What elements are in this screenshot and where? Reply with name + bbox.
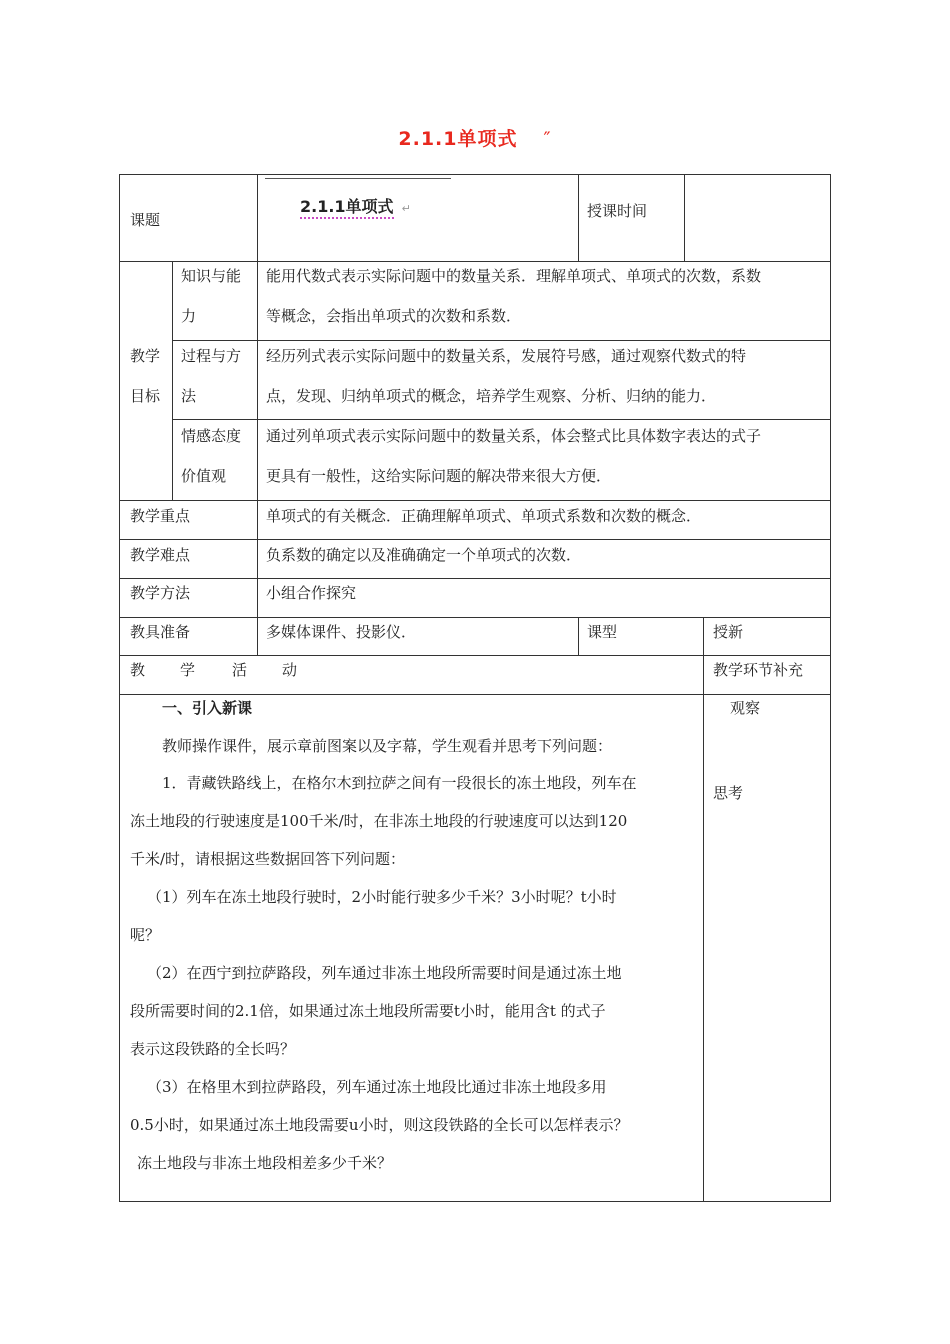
focus-label: 教学重点 [130,507,191,525]
emotion-name-2: 价值观 [181,467,227,485]
lesson-type-label: 课型 [587,623,618,641]
s3-line-2: 0.5小时，如果通过冻土地段需要u小时，则这段铁路的全长可以怎样表示？ [130,1116,629,1134]
supplement-header: 教学环节补充 [713,661,804,679]
tools-value: 多媒体课件、投影仪． [266,623,417,641]
process-text-2: 点，发现、归纳单项式的概念，培养学生观察、分析、归纳的能力． [266,387,717,405]
activity-header-3: 活 [232,661,248,679]
s3-line-3: 冻土地段与非冻土地段相差多少千米？ [137,1154,393,1172]
emotion-text-1: 通过列单项式表示实际问题中的数量关系，体会整式比具体数字表达的式子 [266,427,762,445]
topic-value [300,194,411,217]
goals-label-2: 目标 [130,387,161,405]
intro-text: 教师操作课件，展示章前图案以及字幕，学生观看并思考下列问题： [162,737,613,755]
process-text-1: 经历列式表示实际问题中的数量关系，发展符号感，通过观察代数式的特 [266,347,747,365]
topic-label: 课题 [130,211,161,229]
process-name-2: 法 [181,387,197,405]
s1-line-2: 呢？ [130,926,161,944]
focus-value: 单项式的有关概念．正确理解单项式、单项式系数和次数的概念． [266,507,702,525]
emotion-name-1: 情感态度 [181,427,242,445]
tools-label: 教具准备 [130,623,191,641]
section-title: 一、引入新课 [162,699,253,717]
side-note-observe: 观察 [730,699,761,717]
time-label: 授课时间 [587,202,648,220]
activity-header-2: 学 [180,661,196,679]
method-value: 小组合作探究 [266,584,357,602]
s1-line-1: （1）列车在冻土地段行驶时，2小时能行驶多少千米？3小时呢？t小时 [147,888,617,906]
method-label: 教学方法 [130,584,191,602]
knowledge-text-2: 等概念，会指出单项式的次数和系数． [266,307,522,325]
goals-label-1: 教学 [130,347,161,365]
q1-line-1: 1．青藏铁路线上，在格尔木到拉萨之间有一段很长的冻土地段，列车在 [162,774,637,792]
topic-text: 2.1.1单项式 [300,197,394,219]
s2-line-1: （2）在西宁到拉萨路段，列车通过非冻土地段所需要时间是通过冻土地 [147,964,622,982]
lesson-type-value: 授新 [713,623,744,641]
knowledge-name-1: 知识与能 [181,267,242,285]
s2-line-3: 表示这段铁路的全长吗？ [130,1040,296,1058]
document-title [0,124,950,151]
s3-line-1: （3）在格里木到拉萨路段，列车通过冻土地段比通过非冻土地段多用 [147,1078,607,1096]
knowledge-text-1: 能用代数式表示实际问题中的数量关系．理解单项式、单项式的次数，系数 [266,267,762,285]
process-name-1: 过程与方 [181,347,242,365]
activity-header-1: 教 [130,661,146,679]
difficulty-value: 负系数的确定以及准确确定一个单项式的次数． [266,546,582,564]
topic-top-rule [265,178,451,179]
emotion-text-2: 更具有一般性，这给实际问题的解决带来很大方便． [266,467,612,485]
knowledge-name-2: 力 [181,307,197,325]
q1-line-3: 千米/时，请根据这些数据回答下列问题： [130,850,406,868]
title-mark: ″ [543,128,552,150]
side-note-think: 思考 [713,784,744,802]
q1-line-2: 冻土地段的行驶速度是100千米/时，在非冻土地段的行驶速度可以达到120 [130,812,628,830]
title-text: 2.1.1单项式 [398,128,518,150]
activity-header-4: 动 [282,661,298,679]
s2-line-2: 段所需要时间的2.1倍，如果通过冻土地段所需要t小时，能用含t 的式子 [130,1002,606,1020]
difficulty-label: 教学难点 [130,546,191,564]
return-mark-icon: ↵ [401,202,411,215]
